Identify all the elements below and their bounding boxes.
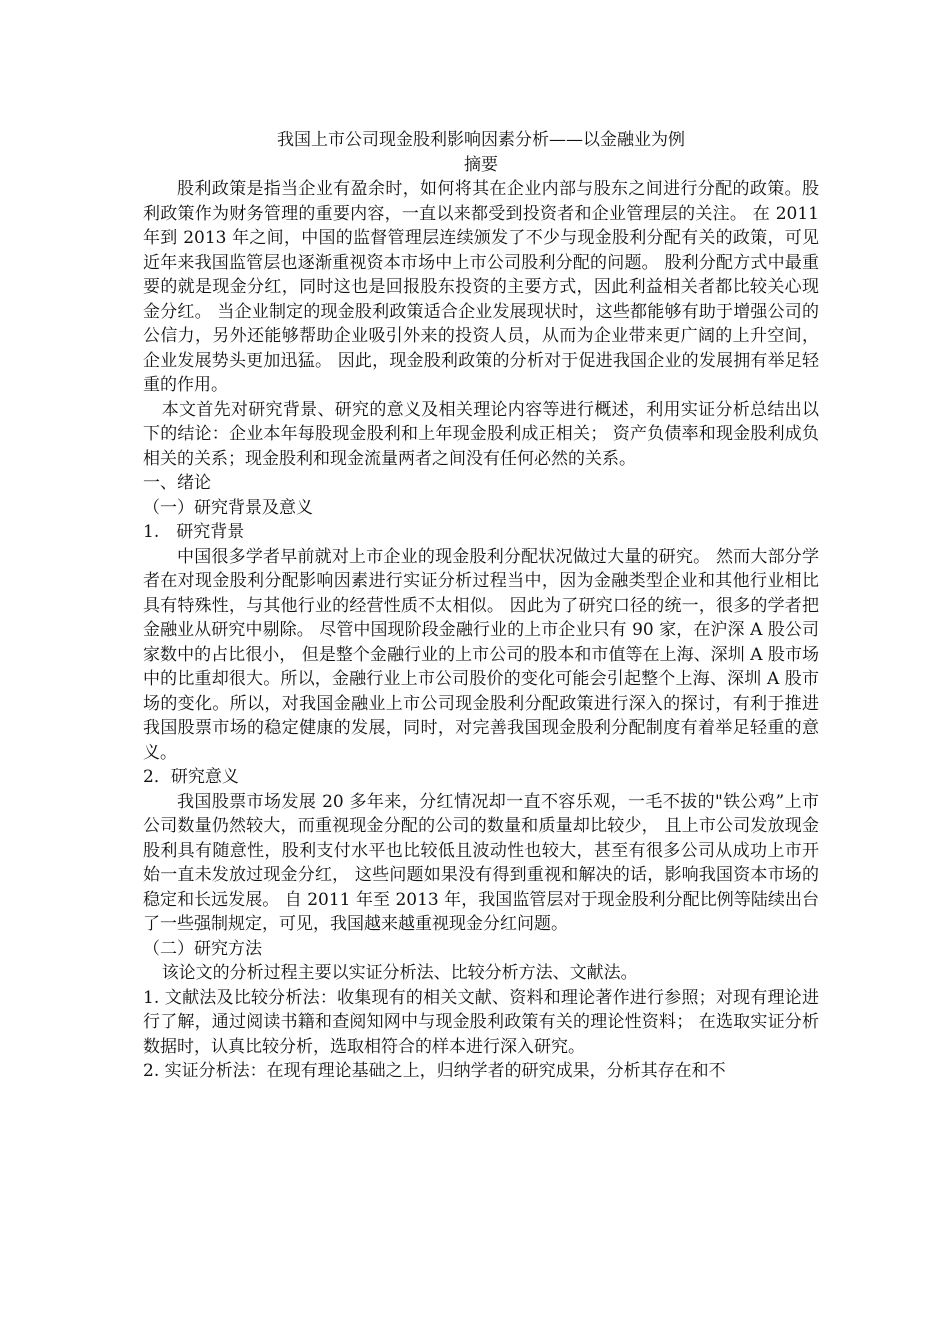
abstract-paragraph-2: 本文首先对研究背景、研究的意义及相关理论内容等进行概述，利用实证分析总结出以下的结论：企业本年每股现金股利和上年现金股利成正相关； 资产负债率和现金股利成负相关的关系；现金股利和现金流量两者之间没有任何必然的关系。 <box>143 399 819 469</box>
abstract-paragraph-1: 股利政策是指当企业有盈余时，如何将其在企业内部与股东之间进行分配的政策。股利政策作为财务管理的重要内容，一直以来都受到投资者和企业管理层的关注。 在 2011 年到 2013 年之间，中国的监督管理层连续颁发了不少与现金股利分配有关的政策，可见近年来我国监管层也逐渐重视资本市场中上市公司股利分配的问题。 股利分配方式中最重要的就是现金分红，同时这也是回报股东投资的主要方式，因此利益相关者都比较关心现金分红。 当企业制定的现金股利政策适合企业发展现状时，这些都能够有助于增强公司的公信力，另外还能够帮助企业吸引外来的投资人员，从而为企业带来更广阔的上升空间，企业发展势头更加迅猛。 因此，现金股利政策的分析对于促进我国企业的发展拥有举足轻重的作用。 <box>143 179 819 395</box>
paragraph-methods-intro: 该论文的分析过程主要以实证分析法、比较分析方法、文献法。 <box>161 963 638 983</box>
paragraph-research-significance: 我国股票市场发展 20 多年来，分红情况却一直不容乐观，一毛不拔的"铁公鸡”上市公司数量仍然较大，而重视现金分配的公司的数量和质量却比较少， 且上市公司发放现金股利具有随意性，股利支付水平也比较低且波动性也较大，甚至有很多公司从成功上市开始一直未发放过现金分红， 这些问题如果没有得到重视和解决的话，影响我国资本市场的稳定和长远发展。 自 2011 年至 2013 年，我国监管层对于现金股利分配比例等陆续出台了一些强制规定，可见，我国越来越重视现金分红问题。 <box>143 791 819 934</box>
subsection-heading-background-significance: （一）研究背景及意义 <box>143 497 313 518</box>
section-heading-introduction: 一、绪论 <box>143 473 211 493</box>
abstract-heading: 摘要 <box>464 154 498 175</box>
document-title: 我国上市公司现金股利影响因素分析——以金融业为例 <box>277 130 685 150</box>
item-heading-research-significance: 2．研究意义 <box>143 767 239 787</box>
paragraph-method-literature: 1. 文献法及比较分析法：收集现有的相关文献、资料和理论著作进行参照；对现有理论进行了解，通过阅读书籍和查阅知网中与现金股利政策有关的理论性资料； 在选取实证分析数据时，认真比较分析，选取相符合的样本进行深入研究。 <box>143 987 819 1057</box>
item-heading-research-background: 1. 研究背景 <box>143 522 245 542</box>
paragraph-research-background: 中国很多学者早前就对上市企业的现金股利分配状况做过大量的研究。 然而大部分学者在对现金股利分配影响因素进行实证分析过程当中，因为金融类型企业和其他行业相比具有特殊性，与其他行业的经营性质不太相似。 因此为了研究口径的统一，很多的学者把金融业从研究中剔除。 尽管中国现阶段金融行业的上市企业只有 90 家，在沪深 A 股公司家数中的占比很小， 但是整个金融行业的上市公司的股本和市值等在上海、深圳 A 股市场中的比重却很大。所以，金融行业上市公司股价的变化可能会引起整个上海、深圳 A 股市场的变化。所以，对我国金融业上市公司现金股利分配政策进行深入的探讨，有利于推进我国股票市场的稳定健康的发展，同时，对完善我国现金股利分配制度有着举足轻重的意义。 <box>143 546 819 763</box>
subsection-heading-research-methods: （二）研究方法 <box>143 938 262 959</box>
document-body <box>143 128 819 1084</box>
paragraph-method-empirical: 2. 实证分析法：在现有理论基础之上，归纳学者的研究成果，分析其存在和不 <box>143 1061 726 1081</box>
